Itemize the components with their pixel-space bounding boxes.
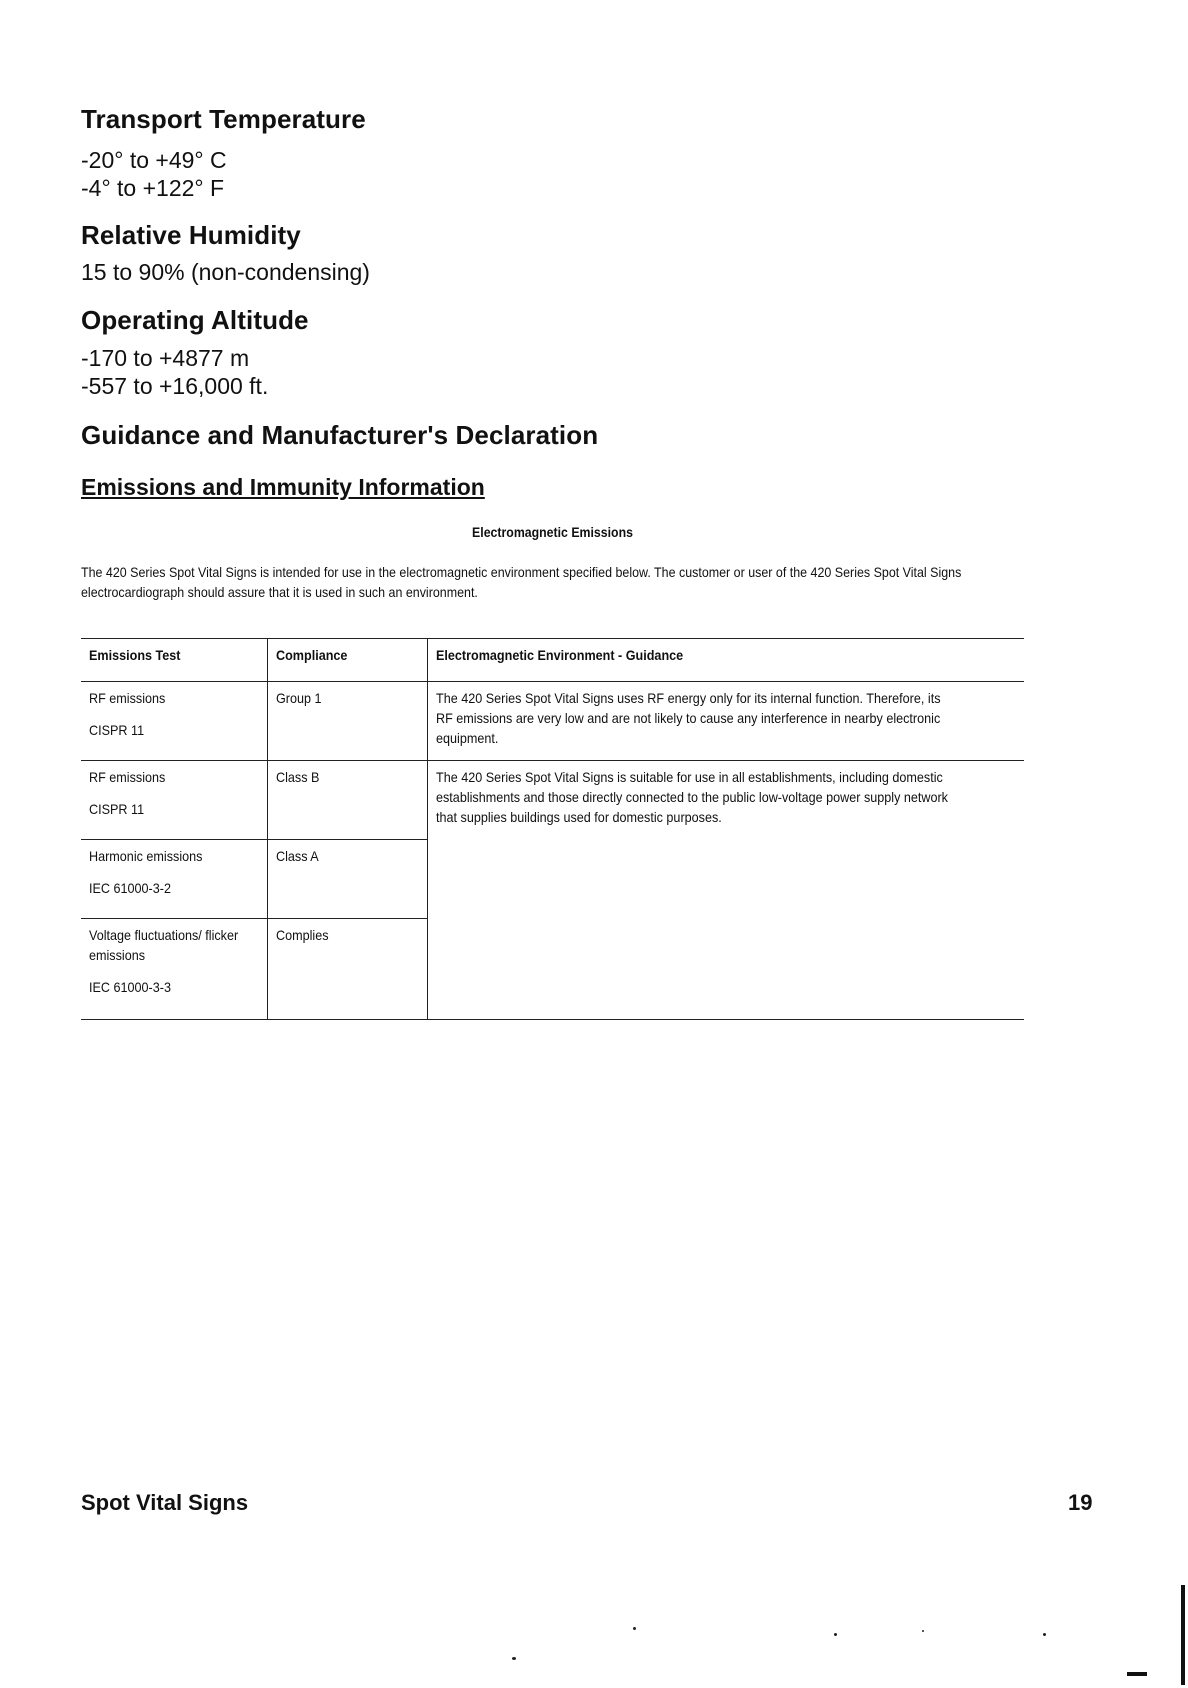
header-compliance: Compliance	[268, 639, 428, 682]
page-number: 19	[1068, 1490, 1093, 1515]
compliance-cell: Group 1	[268, 682, 428, 761]
table-row	[81, 682, 1024, 761]
scan-corner-mark	[1127, 1672, 1147, 1676]
table-row	[81, 761, 1024, 840]
header-guidance: Electromagnetic Environment - Guidance	[436, 647, 684, 663]
emissions-test-cell: Voltage fluctuations/ flicker emissions IEC 61000-3-3	[81, 919, 268, 1020]
scan-speck	[1043, 1633, 1046, 1636]
guidance-cell: The 420 Series Spot Vital Signs uses RF energy only for its internal function. Therefore, its RF emissions are very low and are not likely to cause any interference in nearby electronic equipment.	[428, 682, 1025, 761]
table-header-row	[81, 639, 1024, 682]
relative-humidity-heading: Relative Humidity	[81, 220, 301, 250]
operating-altitude-heading: Operating Altitude	[81, 305, 309, 335]
transport-temperature-heading: Transport Temperature	[81, 104, 366, 134]
table-caption: Electromagnetic Emissions	[472, 524, 633, 540]
emissions-table	[81, 638, 1024, 1020]
footer-title: Spot Vital Signs	[81, 1490, 249, 1515]
emissions-test-cell: RF emissions CISPR 11	[81, 761, 268, 840]
operating-altitude-meters: -170 to +4877 m	[81, 345, 250, 371]
emissions-test-cell: RF emissions CISPR 11	[81, 682, 268, 761]
compliance-cell: Class A	[268, 840, 428, 919]
scan-speck	[922, 1630, 924, 1632]
intro-paragraph: The 420 Series Spot Vital Signs is intended for use in the electromagnetic environment specified below. The customer or user of the 420 Series Spot Vital Signs electrocardiograph should assure that it is used in such an environment.	[81, 564, 962, 600]
emissions-immunity-subheading: Emissions and Immunity Information	[81, 474, 485, 500]
compliance-cell: Complies	[268, 919, 428, 1020]
scan-edge-mark	[1181, 1585, 1185, 1685]
guidance-cell: The 420 Series Spot Vital Signs is suitable for use in all establishments, including domestic establishments and those directly connected to the public low-voltage power supply network that supplies buildings used for domestic purposes.	[436, 769, 948, 825]
compliance-cell: Class B	[268, 761, 428, 840]
transport-temperature-celsius: -20° to +49° C	[81, 147, 227, 173]
emissions-test-cell: Harmonic emissions IEC 61000-3-2	[81, 840, 268, 919]
relative-humidity-value: 15 to 90% (non-condensing)	[81, 259, 370, 285]
header-emissions-test: Emissions Test	[81, 639, 268, 682]
scan-speck	[633, 1627, 636, 1630]
scan-speck	[512, 1657, 516, 1660]
declaration-heading: Guidance and Manufacturer's Declaration	[81, 420, 599, 450]
transport-temperature-fahrenheit: -4° to +122° F	[81, 175, 225, 201]
operating-altitude-feet: -557 to +16,000 ft.	[81, 373, 269, 399]
scan-speck	[834, 1633, 837, 1636]
